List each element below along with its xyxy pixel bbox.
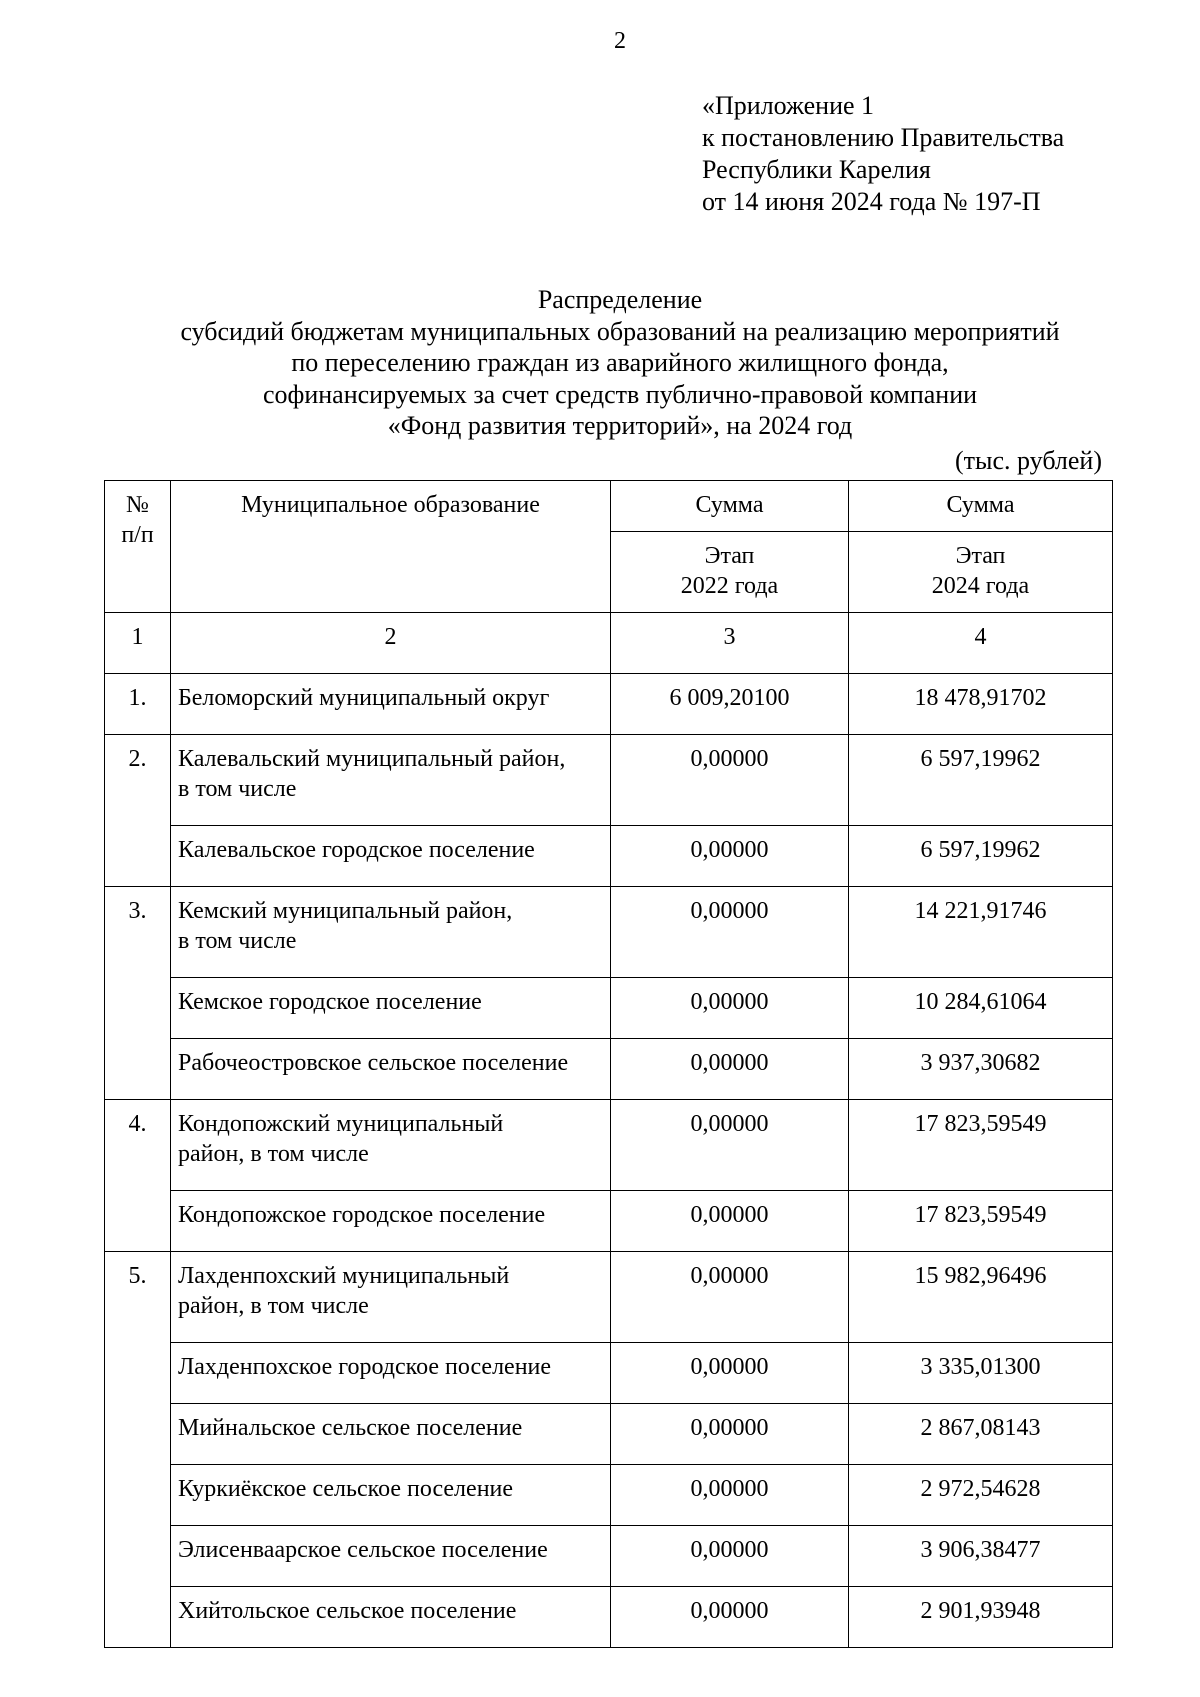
sum-2024: 3 937,30682	[849, 1039, 1113, 1100]
row-number: 3.	[105, 887, 171, 1100]
table-subrow	[105, 1039, 1113, 1100]
header-stage-line: 2022 года	[680, 573, 779, 599]
sum-2024: 17 823,59549	[849, 1100, 1113, 1191]
sum-2022: 0,00000	[611, 1100, 849, 1191]
table-subrow	[105, 1587, 1113, 1648]
name-line: в том числе	[178, 928, 297, 954]
sum-2024: 15 982,96496	[849, 1252, 1113, 1343]
settlement-name: Кондопожское городское поселение	[171, 1191, 611, 1252]
settlement-name: Куркиёкское сельское поселение	[171, 1465, 611, 1526]
sum-2022: 0,00000	[611, 1465, 849, 1526]
column-index: 4	[849, 613, 1113, 674]
sum-2024: 2 867,08143	[849, 1404, 1113, 1465]
column-index: 3	[611, 613, 849, 674]
sum-2022: 0,00000	[611, 1252, 849, 1343]
table-row	[105, 674, 1113, 735]
settlement-name: Кемское городское поселение	[171, 978, 611, 1039]
header-num	[105, 481, 171, 613]
settlement-name: Лахденпохское городское поселение	[171, 1343, 611, 1404]
title-line: субсидий бюджетам муниципальных образований на реализацию мероприятий	[180, 316, 1060, 346]
name-line: Калевальский муниципальный район,	[178, 746, 566, 772]
row-number: 1.	[105, 674, 171, 735]
appendix-line: «Приложение 1	[702, 91, 875, 120]
sum-2022: 0,00000	[611, 1404, 849, 1465]
distribution-table	[104, 480, 1113, 1648]
row-number: 4.	[105, 1100, 171, 1252]
sum-2022: 0,00000	[611, 1587, 849, 1648]
title-line: софинансируемых за счет средств публично-правовой компании	[262, 379, 978, 409]
settlement-name: Калевальское городское поселение	[171, 826, 611, 887]
name-line: район, в том числе	[178, 1293, 369, 1319]
sum-2022: 0,00000	[611, 978, 849, 1039]
sum-2024: 6 597,19962	[849, 826, 1113, 887]
sum-2022: 0,00000	[611, 1526, 849, 1587]
sum-2022: 0,00000	[611, 1343, 849, 1404]
table-row	[105, 1100, 1113, 1191]
municipality-name: Беломорский муниципальный округ	[171, 674, 611, 735]
name-line: Кемский муниципальный район,	[178, 898, 513, 924]
title-line: по переселению граждан из аварийного жилищного фонда,	[291, 348, 949, 377]
sum-2024: 3 335,01300	[849, 1343, 1113, 1404]
column-index-row	[105, 613, 1113, 674]
municipality-name	[171, 735, 611, 826]
table-subrow	[105, 826, 1113, 887]
sum-2022: 0,00000	[611, 1191, 849, 1252]
row-number: 2.	[105, 735, 171, 887]
settlement-name: Элисенваарское сельское поселение	[171, 1526, 611, 1587]
sum-2022: 0,00000	[611, 1039, 849, 1100]
table-row	[105, 735, 1113, 826]
sum-2022: 0,00000	[611, 826, 849, 887]
header-stage-2022	[611, 532, 849, 613]
sum-2024: 14 221,91746	[849, 887, 1113, 978]
municipality-name	[171, 1252, 611, 1343]
sum-2024: 18 478,91702	[849, 674, 1113, 735]
name-line: район, в том числе	[178, 1141, 369, 1167]
appendix-line: от 14 июня 2024 года № 197-П	[702, 187, 1041, 216]
table-header-row	[105, 481, 1113, 532]
settlement-name: Хийтольское сельское поселение	[171, 1587, 611, 1648]
table-subrow	[105, 1343, 1113, 1404]
title-line: «Фонд развития территорий», на 2024 год	[387, 411, 853, 440]
appendix-reference	[702, 90, 1064, 218]
appendix-line: к постановлению Правительства	[702, 123, 1065, 152]
sum-2024: 2 972,54628	[849, 1465, 1113, 1526]
page-number: 2	[614, 28, 626, 54]
table-row	[105, 887, 1113, 978]
header-stage-line: Этап	[704, 543, 755, 569]
header-name: Муниципальное образование	[171, 481, 611, 613]
sum-2024: 3 906,38477	[849, 1526, 1113, 1587]
sum-2024: 6 597,19962	[849, 735, 1113, 826]
settlement-name: Мийнальское сельское поселение	[171, 1404, 611, 1465]
header-stage-line: 2024 года	[931, 573, 1030, 599]
sum-2024: 10 284,61064	[849, 978, 1113, 1039]
sum-2022: 0,00000	[611, 735, 849, 826]
table-subrow	[105, 1404, 1113, 1465]
name-line: Лахденпохский муниципальный	[178, 1263, 510, 1289]
column-index: 1	[105, 613, 171, 674]
appendix-line: Республики Карелия	[702, 155, 931, 184]
header-sum-2024: Сумма	[849, 481, 1113, 532]
table-subrow	[105, 1465, 1113, 1526]
sum-2022: 0,00000	[611, 887, 849, 978]
table-row	[105, 1252, 1113, 1343]
row-number: 5.	[105, 1252, 171, 1648]
header-stage-2024	[849, 532, 1113, 613]
settlement-name: Рабочеостровское сельское поселение	[171, 1039, 611, 1100]
document-title	[100, 284, 1140, 442]
header-num-line: №	[126, 492, 149, 518]
sum-2024: 17 823,59549	[849, 1191, 1113, 1252]
units-label: (тыс. рублей)	[954, 446, 1102, 475]
table-subrow	[105, 1526, 1113, 1587]
sum-2024: 2 901,93948	[849, 1587, 1113, 1648]
column-index: 2	[171, 613, 611, 674]
sum-2022: 6 009,20100	[611, 674, 849, 735]
header-stage-line: Этап	[955, 543, 1006, 569]
table-subrow	[105, 1191, 1113, 1252]
municipality-name	[171, 1100, 611, 1191]
municipality-name	[171, 887, 611, 978]
title-line: Распределение	[537, 285, 703, 314]
table-subrow	[105, 978, 1113, 1039]
name-line: в том числе	[178, 776, 297, 802]
header-sum-2022: Сумма	[611, 481, 849, 532]
name-line: Кондопожский муниципальный	[178, 1111, 504, 1137]
header-num-line: п/п	[121, 522, 154, 548]
